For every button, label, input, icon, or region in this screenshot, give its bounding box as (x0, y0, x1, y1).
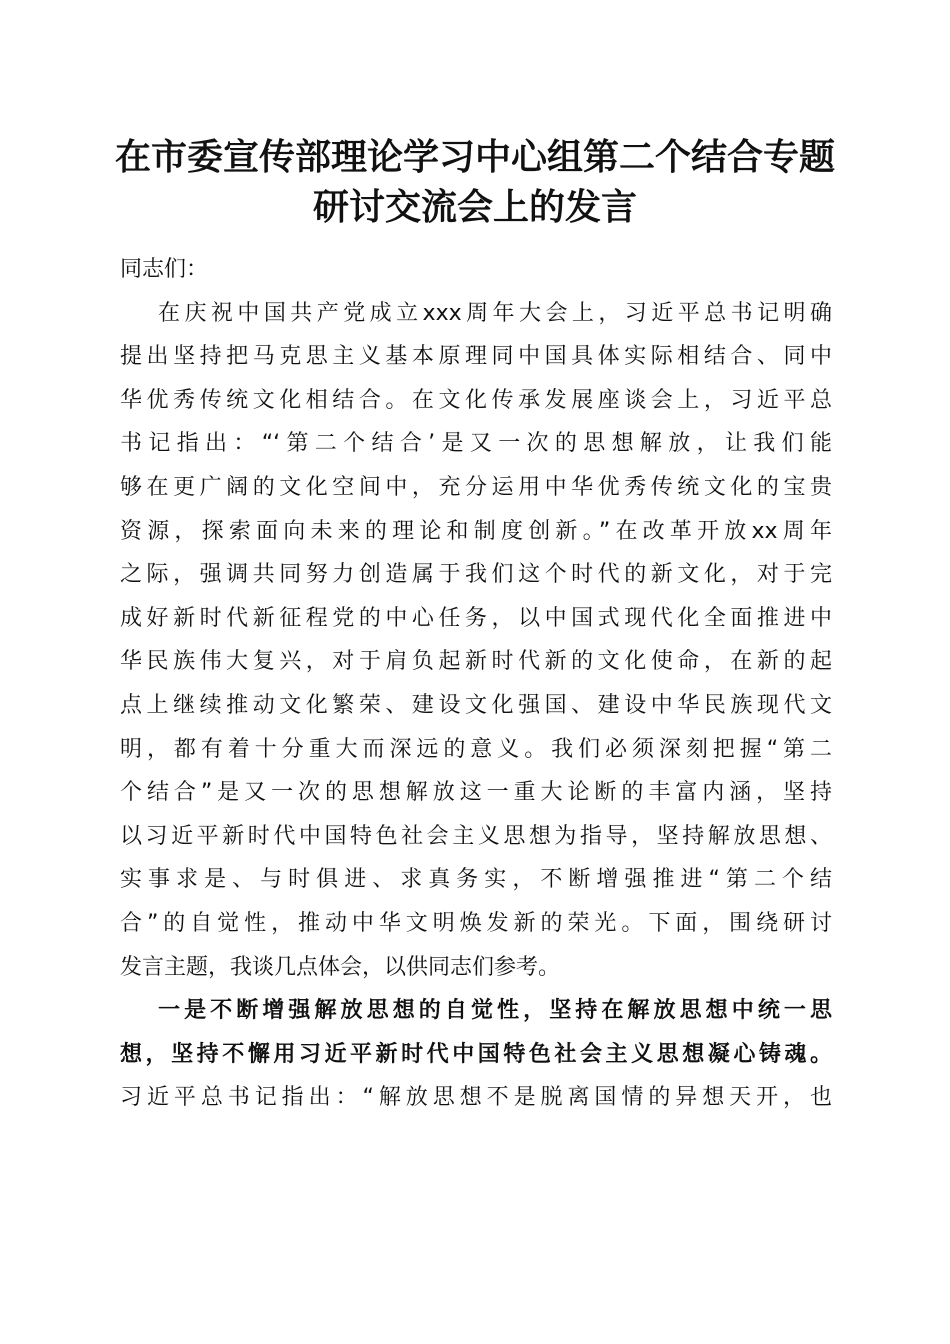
paragraph-heading-line: 一是不断增强解放思想的自觉性，坚持在解放思想中统一思 (158, 998, 832, 1024)
paragraph-line: 合”的自觉性，推动中华文明焕发新的荣光。下面，围绕研讨 (120, 910, 832, 936)
paragraph-line: 以习近平新时代中国特色社会主义思想为指导，坚持解放思想、 (120, 823, 832, 849)
paragraph-line: 习近平总书记指出：“解放思想不是脱离国情的异想天开，也 (120, 1085, 832, 1111)
document-title (100, 132, 850, 232)
document-body (120, 248, 832, 1120)
paragraph-line: 够在更广阔的文化空间中，充分运用中华优秀传统文化的宝贵 (120, 474, 832, 500)
paragraph-line: 书记指出：“‘第二个结合’是又一次的思想解放，让我们能 (120, 431, 832, 457)
paragraph-line: 点上继续推动文化繁荣、建设文化强国、建设中华民族现代文 (120, 692, 832, 718)
paragraph-line: 实事求是、与时俱进、求真务实，不断增强推进“第二个结 (120, 867, 832, 893)
paragraph-line: 华优秀传统文化相结合。在文化传承发展座谈会上，习近平总 (120, 387, 832, 413)
paragraph-line: 发言主题，我谈几点体会，以供同志们参考。 (120, 954, 561, 980)
paragraph-line: 资源，探索面向未来的理论和制度创新。”在改革开放xx周年 (120, 518, 832, 544)
paragraph-2 (120, 989, 832, 1120)
title-line-2: 研讨交流会上的发言 (312, 186, 637, 228)
paragraph-line: 明，都有着十分重大而深远的意义。我们必须深刻把握“第二 (120, 736, 832, 762)
paragraph-line: 个结合”是又一次的思想解放这一重大论断的丰富内涵，坚持 (120, 780, 832, 806)
paragraph-line: 在庆祝中国共产党成立xxx周年大会上，习近平总书记明确 (158, 300, 832, 326)
paragraph-line: 成好新时代新征程党的中心任务，以中国式现代化全面推进中 (120, 605, 832, 631)
paragraph-1 (120, 292, 832, 990)
paragraph-line: 之际，强调共同努力创造属于我们这个时代的新文化，对于完 (120, 562, 832, 588)
salutation: 同志们： (120, 257, 209, 282)
title-line-1: 在市委宣传部理论学习中心组第二个结合专题 (114, 136, 835, 178)
paragraph-heading-line: 想，坚持不懈用习近平新时代中国特色社会主义思想凝心铸魂。 (120, 1041, 832, 1067)
paragraph-line: 提出坚持把马克思主义基本原理同中国具体实际相结合、同中 (120, 344, 832, 370)
paragraph-line: 华民族伟大复兴，对于肩负起新时代新的文化使命，在新的起 (120, 649, 832, 675)
